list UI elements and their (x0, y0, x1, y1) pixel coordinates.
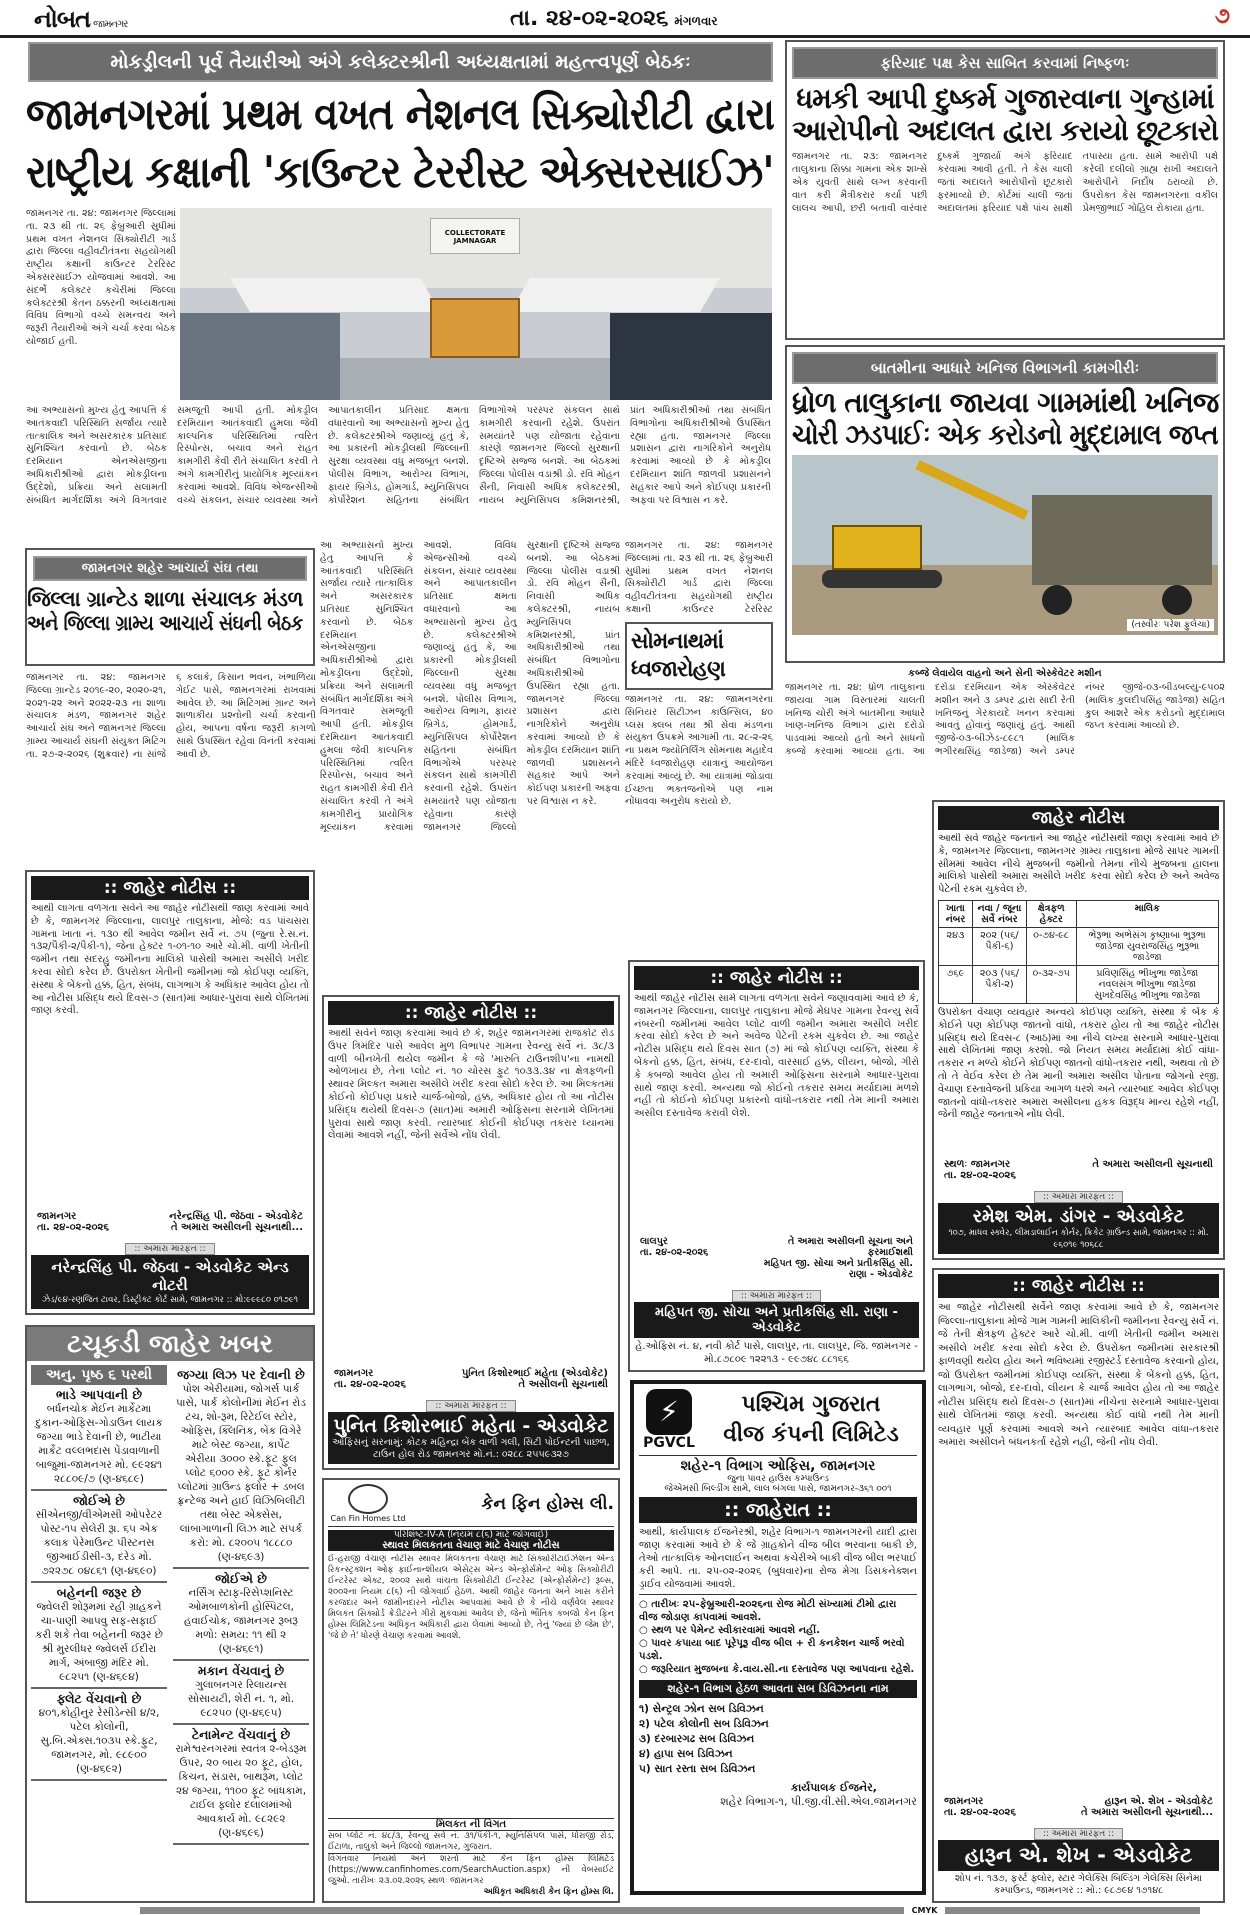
notice-middle-signature (328, 1365, 614, 1393)
sig-note: તે અસીલની સૂચનાથી (518, 1379, 608, 1390)
mining-story-box (785, 345, 1225, 663)
via-tag: :: અમારા મારફત :: (1034, 1191, 1123, 1203)
classified-item (173, 1365, 309, 1569)
advocate-address: શોપ નં. ૧૩૭, ફર્સ્ટ ફ્લોર, સ્ટાર ગેલેક્સિ બિલ્ડિંગ ગેલેક્સિ સિનેમા કમ્પાઉન્ડ, જામનગર :: મો.: ૯૮૭૯૪ ૧૭૧૪૮ (955, 1873, 1202, 1896)
advocate-banner (938, 1840, 1219, 1871)
advocate-banner (634, 1302, 919, 1338)
cell: ૦-૩૨-૭૫ (1026, 965, 1076, 1003)
classified-item (31, 1583, 167, 1689)
classified-head: જગ્યા લિઝ પર દેવાની છે (177, 1367, 305, 1382)
classified-item (173, 1569, 309, 1661)
main-story-intro: જામનગર તા. ૨૪: જામનગર જિલ્લામાં તા. ૨૩ થી તા. ૨૬ ફેબ્રુઆરી સુધીમાં પ્રથમ વખત નેશનલ સિક્યોરીટી ગાર્ડ દ્વારા જિલ્લા વહીવટીતંત્રના સહયોગથી રાષ્ટ્રીય કક્ષાની કાઉન્ટર ટેરરિસ્ટ એક્સરસાઈઝ યોજવામાં આવશે. આ સંદર્ભે કલેક્ટર કચેરીમાં જિલ્લા કલેક્ટરશ્રી કેતન ઠક્કરની અધ્યક્ષતામાં વિવિધ વિભાગો વચ્ચે સમન્વય અને જરૂરી તૈયારીઓ અંગે ચર્ચા કરવા બેઠક યોજાઈ હતી. (26, 208, 176, 347)
date: તા. ૨૪-૦૨-૨૦૨૬ (640, 1247, 709, 1258)
issue-date (510, 6, 718, 31)
via-tag: :: અમારા મારફત :: (732, 1290, 821, 1302)
classifieds (25, 1325, 315, 1903)
main-story-tail: જામનગર તા. ૨૪: જામનગર જિલ્લામાં તા. ૨૩ થી તા. ૨૬ ફેબ્રુઆરી સુધીમાં પ્રથમ વખત નેશનલ સિક્યોરીટી ગાર્ડ દ્વારા જિલ્લા વહીવટીતંત્રના સહયોગથી રાષ્ટ્રીય કક્ષાની કાઉન્ટર ટેરરિસ્ટ (625, 540, 773, 615)
pgvcl-title: :: જાહેરાત :: (639, 1497, 917, 1523)
mining-body: જામનગર તા. ૨૪: ધ્રોળ તાલુકાના જાયવા ગામ વિસ્તારમાં ચાલતી ખનિજ ચોરી અંગે બાતમીના આધારે ખાણ-ખનિજ વિભાગ દ્વારા દરોડો પાડવામાં આવ્યો હતો અને સાધનો કબ્જે કરવામાં આવ્યા હતા. આ દરોડા દરમિયાન એક એસ્કેવેટર મશીન અને ૩ ડમ્પર દ્વારા સાદી રેતી ખનિજનું ગેરકાયદે ખનન કરવામાં આવતું હોવાનું જણાયું હતું. આથી જીજે-૦૩-બીઝેડ-૮૯૮૧ (માલિક ભગીરથસિંહ જાડેજા) અને ડમ્પર નંબર જીજે-૦૩-બીડબલ્યુ-૯૫૦૨ (માલિક કુલદીપસિંહ જાડેજા) સહિત કુલ આશરે એક કરોડનો મુદ્દામાલ જપ્ત કરવામાં આવ્યો છે. (785, 682, 1225, 757)
bullet-text: તારીખઃ ૨૫-ફેબ્રુઆરી-૨૦૨૬ના રોજ મોટી સંખ્યામાં ટીમો દ્વારા વીજ જોડાણ કાપવામાં આવશે. (639, 1599, 897, 1623)
bullet-text: પાવર કપાયા બાદ પૂરેપૂરૂ વીજ બીલ + રી કનકેશન ચાર્જ ભરવો પડશે. (639, 1638, 905, 1662)
classified-head: ભાડે આપવાની છે (55, 1387, 143, 1402)
sig-note: તે અમારા અસીલની સૂચના અને ફરમાઈશથી (787, 1236, 913, 1258)
somnath-headline: સોમનાથમાં ધ્વજારોહણ (631, 629, 725, 682)
date-text: તા. ૨૪-૦૨-૨૦૨૬ (510, 6, 669, 31)
meeting-photo (180, 208, 772, 400)
main-story-continued: આ અભ્યાસનો મુખ્ય હેતુ આપત્તિ કે આતંકવાદી પરિસ્થિતિ સર્જાય ત્યારે તાત્કાલિક અને અસરકારક પ્રતિસાદ સુનિશ્ચિત કરવાનો છે. બેઠક દરમિયાન એનએસજીના અધિકારીશ્રીઓ દ્વારા મોકડ્રીલના ઉદ્દેશો, પ્રક્રિયા અને સલામતી સંબંધિત માર્ગદર્શિકા અંગે વિગતવાર સમજૂતી આપી હતી. મોકડ્રીલ દરમિયાન આતંકવાદી હુમલા જેવી કાલ્પનિક પરિસ્થિતિમાં ત્વરિત રિસ્પોન્સ, બચાવ અને રાહત કામગીરી કેવી રીતે સંચાલિત કરવી તે અંગે કામગીરીનું પ્રાયોગિક મૂલ્યાંકન કરવામાં આવશે. વિવિધ એજન્સીઓ વચ્ચે સંકલન, સંચાર વ્યવસ્થા અને આપાતકાલીન પ્રતિસાદ ક્ષમતા વધારવાનો આ અભ્યાસનો મુખ્ય હેતુ છે. કલેક્ટરશ્રીએ જણાવ્યું હતું કે, આ પ્રકારની મોકડ્રીલથી જિલ્લાની સુરક્ષા વ્યવસ્થા વધુ મજબૂત બનશે. પોલીસ વિભાગ, આરોગ્ય વિભાગ, ફાયર બ્રિગેડ, હોમગાર્ડ, મ્યુનિસિપલ કોર્પોરેશન સહિતના સંબંધિત વિભાગોએ પરસ્પર સંકલન સાથે કામગીરી કરવાની રહેશે. ઉપરાંત સમયાંતરે પણ યોજાતા રહેવાના કારણે જામનગર જિલ્લો સુરક્ષાની દૃષ્ટિએ સજ્જ બનશે. આ બેઠકમાં જિલ્લા પોલીસ વડાશ્રી ડો. રવિ મોહન સૈની, નિવાસી અધિક કલેક્ટરશ્રી, નાયબ મ્યુનિસિપલ કમિશનરશ્રી, પ્રાંત અધિકારીશ્રીઓ તથા સંબંધિત વિભાગોના અધિકારીશ્રીઓ ઉપસ્થિત રહ્યા હતા. જામનગર જિલ્લા પ્રશાસન દ્વારા નાગરિકોને અનુરોધ કરવામાં આવ્યો છે કે મોકડ્રીલ દરમિયાન શાંતિ જાળવી પ્રશાસનને સહકાર આપે અને કોઈપણ પ્રકારની અફવા પર વિશ્વાસ ન કરે. (320, 540, 620, 833)
subdivision-item: ૫) સાત રસ્તા સબ ડિવિઝન (639, 1763, 756, 1775)
main-story-headline-1: જામનગરમાં પ્રથમ વખત નેશનલ સિક્યોરીટી દ્વારા (26, 89, 775, 140)
classified-item (31, 1689, 167, 1781)
classified-head: જોઈએ છે (215, 1571, 267, 1586)
masthead (0, 0, 1250, 38)
canfin-body: ઈ-હરાજી વેચાણ નોટીસ સ્થાવર મિલકતના વેચાણ માટે સિક્યોરીટાઈઝેશન એન્ડ રિકન્સ્ટ્રક્શન ઓફ ફાઈનાન્શીયલ એસેટ્સ એન્ડ એન્ફોર્સમેન્ટ ઓફ સિક્યોરીટી ઈન્ટરેસ્ટ એક્ટ, ૨૦૦૨ સાથે વાંચતા સિક્યોરીટી ઈન્ટરેસ્ટ (એન્ફોર્સમેન્ટ) રૂલ્સ, ૨૦૦૨ના નિયમ ૮(૬) ની જોગવાઈ હેઠળ. આથી જાહેર જનતા અને ખાસ કરીને કરજદાર અને જામીનદારને નોટીસ આપવામાં આવે છે કે નીચે વર્ણવેલ સ્થાવર મિલકત સિક્યોર્ડ ક્રેડીટરને ગીરો મુકવામાં આવેલ છે, જેનો ભૌતિક કબજો કેન ફિન હોમ્સ લિમિટેડના અધિકૃત અધિકારી દ્વારા લેવામાં આવ્યો છે, તેનું 'જ્યાં છે જેમ છે', 'જે છે તે' ધોરણે વેચાણ કરવામાં આવશે. (328, 1554, 614, 1641)
canfin-footer: વિગતવાર નિયમો અને શરતો માટે કેન ફિન હોમ્સ લિમિટેડ (https://www.canfinhomes.com/SearchAuction.aspx) ની વેબસાઈટ જુઓ. તારીખઃ ૨૩.૦૨.૨૦૨૬ સ્થળઃ જામનગર (328, 1854, 614, 1886)
notice-left (25, 870, 315, 1315)
subdivision-item: ૪) હાપા સબ ડિવિઝન (639, 1748, 733, 1760)
place: સ્થળઃ જામનગર (944, 1159, 1011, 1170)
notice-middle-body: આથી સર્વેને જાણ કરવામાં આવે છે કે, શહેર જામનગરમાં રાજકોટ રોડ ઉપર ત્રિમંદિર પાસે આવેલ મુળ વિભાપર ગામના રેવન્યુ સર્વે નં. ૩૮/૩ વાળી બીનખેતી થયેલ જમીન કે જે 'મારુતિ ટાઉનશીપ'ના નામથી ઓળખાય છે, તેના પ્લોટ નં. ૧૦ ચોરસ ફુટ ૧૦૩૩.૩૪ ના ક્ષેત્રફળની સ્થાવર મિલ્કત અમારા અસીલે ખરીદ કરવા સોદો કરેલ છે. આ મિલ્કતમાં કોઈનો કોઈપણ પ્રકારે ચાર્જ-બોજો, હક્ક, અધિકાર હોય તો આ નોટીસ પ્રસિદ્ધ થયેથી દિવસ-૭ (સાત)માં અમારી ઓફિસના સરનામે લેખિતમાં પુરાવા સાથે જાણ કરવી. ત્યારબાદ કોઈની કોઈપણ તકરાર ધ્યાનમાં લેવામાં આવશે નહીં, જેની સર્વેએ નોંધ લેવી. (328, 1028, 614, 1142)
notice-left-signature (31, 1208, 309, 1236)
date: તા. ૨૪-૦૨-૨૦૨૬ (334, 1379, 406, 1390)
notice-mid-right-title: :: જાહેર નોટીસ :: (634, 966, 919, 990)
main-story-body: આ અભ્યાસનો મુખ્ય હેતુ આપત્તિ કે આતંકવાદી પરિસ્થિતિ સર્જાય ત્યારે તાત્કાલિક અને અસરકારક પ્રતિસાદ સુનિશ્ચિત કરવાનો છે. બેઠક દરમિયાન એનએસજીના અધિકારીશ્રીઓ દ્વારા મોકડ્રીલના ઉદ્દેશો, પ્રક્રિયા અને સલામતી સંબંધિત માર્ગદર્શિકા અંગે વિગતવાર સમજૂતી આપી હતી. મોકડ્રીલ દરમિયાન આતંકવાદી હુમલા જેવી કાલ્પનિક પરિસ્થિતિમાં ત્વરિત રિસ્પોન્સ, બચાવ અને રાહત કામગીરી કેવી રીતે સંચાલિત કરવી તે અંગે કામગીરીનું પ્રાયોગિક મૂલ્યાંકન કરવામાં આવશે. વિવિધ એજન્સીઓ વચ્ચે સંકલન, સંચાર વ્યવસ્થા અને આપાતકાલીન પ્રતિસાદ ક્ષમતા વધારવાનો આ અભ્યાસનો મુખ્ય હેતુ છે. કલેક્ટરશ્રીએ જણાવ્યું હતું કે, આ પ્રકારની મોકડ્રીલથી જિલ્લાની સુરક્ષા વ્યવસ્થા વધુ મજબૂત બનશે. પોલીસ વિભાગ, આરોગ્ય વિભાગ, ફાયર બ્રિગેડ, હોમગાર્ડ, મ્યુનિસિપલ કોર્પોરેશન સહિતના સંબંધિત વિભાગોએ પરસ્પર સંકલન સાથે કામગીરી કરવાની રહેશે. ઉપરાંત સમયાંતરે પણ યોજાતા રહેવાના કારણે જામનગર જિલ્લો સુરક્ષાની દૃષ્ટિએ સજ્જ બનશે. આ બેઠકમાં જિલ્લા પોલીસ વડાશ્રી ડો. રવિ મોહન સૈની, નિવાસી અધિક કલેક્ટરશ્રી, નાયબ મ્યુનિસિપલ કમિશનરશ્રી, પ્રાંત અધિકારીશ્રીઓ તથા સંબંધિત વિભાગોના અધિકારીશ્રીઓ ઉપસ્થિત રહ્યા હતા. જામનગર જિલ્લા પ્રશાસન દ્વારા નાગરિકોને અનુરોધ કરવામાં આવ્યો છે કે મોકડ્રીલ દરમિયાન શાંતિ જાળવી પ્રશાસનને સહકાર આપે અને કોઈપણ પ્રકારની અફવા પર વિશ્વાસ ન કરે. (26, 405, 771, 506)
pgvcl-subdivision-title: શહેર-૧ વિભાગ હેઠળ આવતા સબ ડિવિઝનના નામ (639, 1680, 917, 1698)
advocate-address: ઓફિસનું સરનામું: કોટક મહિન્દ્રા બેંક વાળી ગલી, સિટી પોઈન્ટની પાછળ, ટાઉન હોલ રોડ જામનગર મો.નં.: ૦૨૮૮ ૨૫૫૯૩૨૭ (332, 1437, 610, 1460)
table-row (939, 965, 1219, 1003)
notice-right-2-body: આ જાહેર નોટીસથી સર્વેને જાણ કરવામાં આવે છે કે, જામનગર જિલ્લા-તાલુકાના મોજે ગામ ગામની માલિકીની જમીનના રેવન્યુ સર્વે નં. જે તેની ક્ષેત્રફળ હેક્ટર આરે ચો.મી. વાળી ખેતીની જમીન અમારા અસીલે ખરીદ કરવા સોદો કરેલ છે. ઉપરોક્ત જમીનમાં સરકારશ્રી ફાળવણી થયેલ હોય અને ભવિષ્યમાં રજીસ્ટર્ડ દસ્તાવેજ કરવાનો હોય, જો ઉપરોક્ત જમીનમાં કોઈપણ વ્યક્તિ, સંસ્થા કે બેંકનો હક્ક, હિત, લાગભાગ, બોજો, દર-દાવો, લીયન કે ચાર્જ આવેલ હોય તો આ જાહેર નોટીસ પ્રસિદ્ધ થયે દિવસ-૭ (સાત)માં નીચેના સરનામે આધાર-પુરાવા સાથે લેખિતમાં જાણ કરવી. અન્યથા કોઈ વાંધો નથી તેમ માની વ્યવહાર પૂર્ણ કરવામાં આવશે અને ત્યારબાદ આવેલ વાંધા-તકરાર અમારા અસીલને બંધનકર્તા રહેશે નહીં, જેની નોંધ લેવી. (938, 1302, 1219, 1448)
pgvcl-bullet: ○ તારીખઃ ૨૫-ફેબ્રુઆરી-૨૦૨૬ના રોજ મોટી સંખ્યામાં ટીમો દ્વારા વીજ જોડાણ કાપવામાં આવશે. (639, 1599, 897, 1623)
classified-item (173, 1661, 309, 1725)
company-name-2: વીજ કંપની લિમિટેડ (723, 1422, 899, 1447)
court-kicker: ફરિયાદ પક્ષ કેસ સાબિત કરવામાં નિષ્ફળઃ (792, 47, 1218, 79)
acharya-body: જામનગર તા. ૨૪: જામનગર જિલ્લા ગ્રાન્ટેડ ૨૦૧૯-૨૦, ૨૦૨૦-૨૧, ૨૦૨૧-૨૨ અને ૨૦૨૨-૨૩ ના શાળા સંચાલક મંડળ, જામનગર શહેર આચાર્ય સંઘ અને જામનગર જિલ્લા ગ્રામ્ય આચાર્ય સંઘની સંયુક્ત મિટિંગ તા. ૨૭-૨-૨૦૨૬ (શુક્રવાર) ના સાંજે ૬ કલાકે, કિસાન ભવન, ખંભાળિયા ગેઈટ પાસે, જામનગરમાં રાખવામાં આવેલ છે. આ મિટિંગમાં ગ્રાન્ટ અને શાળાકીય પ્રશ્નોની ચર્ચા કરવાની હોય, આપના વર્ષના જરૂરી કાગળો સાથે ઉપસ્થિત રહેવા વિનંતી કરવામાં આવી છે. (26, 672, 316, 760)
place: લાલપુર (640, 1236, 668, 1247)
canfin-company: કેન ફિન હોમ્સ લી. (481, 1493, 614, 1514)
somnath-story-box (625, 622, 773, 690)
advocate-address: હે.ઓફિસ નં. ૪, નવી કોર્ટ પાસે, લાલપુર, તા. લાલપુર, જિ. જામનગર - મો.૮૭૮૦૯ ૧૨૨૧૩ - ૯૯૭૪૮ ૮૮૧૬૬ (635, 1341, 918, 1365)
pgvcl-sign-title: કાર્યપાલક ઈજનેર, (790, 1781, 877, 1794)
signer: હારૂન એ. શેખ - એડવોકેટ (1104, 1796, 1213, 1807)
advocate-name: રમેશ એમ. ડાંગર - એડવોકેટ (972, 1206, 1185, 1227)
advocate-name: પુનિત કિશોરભાઈ મહેતા - એડવોકેટ (333, 1415, 609, 1437)
classified-text: નર્સિંગ સ્ટાફ-રિસેપ્શનિસ્ટ ઓમબાળકોની હોસ્પિટલ, હવાઈચોક, જામનગર રૂબરૂ મળો: સમય: ૧૧ થી ૨ (ણ-૪૬૯૧) (183, 1587, 299, 1655)
classified-text: પોશ એરીયામાં, જોગર્સ પાર્ક પાસે, પાર્ક કોલોનીમાં મેઈન રોડ ટચ, શો-રૂમ, રિટેઈલ સ્ટોર, ઓફિસ, ક્લિનિક, બેંક વિગેરે માટે બેસ્ટ જગ્યા, કાર્પેટ એરીયા ૩૦૦૦ સ્કે.ફૂટ ફુલ પ્લોટ ૬૦૦૦ સ્કે. ફૂટ કોર્નર પ્લોટમાં ગ્રાઉન્ડ ફ્લોર + ડબલ ફ્રન્ટેજ અને હાઈ વિઝિબિલીટી તથા બેસ્ટ એક્સેસ, લાંબાગાળાની લિઝ માટે સંપર્ક કરો: મો. ૮૨૦૦૫ ૧૮૮૮૦ (ણ-૪૬૯૩) (176, 1383, 306, 1563)
place: જામનગર (37, 1211, 77, 1222)
notice-right-2 (932, 1268, 1225, 1903)
col-header: ક્ષેત્રફળ હેક્ટર (1026, 900, 1076, 927)
edition-label: જામનગર (93, 19, 128, 30)
table-row (939, 927, 1219, 965)
court-body: જામનગર તા. ૨૩: જામનગર તાલુકાના સિક્કા ગામના એક શખ્સે એક યુવતી સાથે લગ્ન કરવાની વાત કરી મૈત્રીકરાર કર્યા પછી લાલચ આપી, છરી બતાવી વારંવાર દુષ્કર્મ ગુજાર્યા અંગે ફરિયાદ કરવામાં આવી હતી. તે કેસ ચાલી જતાં અદાલતે આરોપીનો છૂટકારો ફરમાવ્યો છે. કોર્ટમાં ચાલી જતાં અદાલતમાં ફરિયાદ પક્ષે પાંચ સાક્ષી તપાસ્યા હતા. સામે આરોપી પક્ષે કરેલી દલીલો ગ્રાહ્ય રાખી અદાલતે આરોપીને નિર્દોષ ઠરાવ્યો છે. ઉપરોક્ત કેસ જામનગરના વકીલ પ્રેમજીભાઈ ગોહિલ રોકાયા હતા. (792, 151, 1218, 214)
somnath-story (625, 622, 773, 952)
mining-headline-2: ચોરી ઝડપાઈઃ એક કરોડનો મુદ્દામાલ જપ્ત (792, 418, 1218, 452)
date: તા. ૨૪-૦૨-૨૦૨૬ (37, 1222, 109, 1233)
acharya-story-box (25, 548, 315, 666)
advocate-name: મહિપત જી. સોચા અને પ્રતીકસિંહ સી. રાણા - એડવોકેટ (655, 1305, 898, 1335)
newspaper-logo (34, 4, 127, 33)
continued-label: અનુ. પૃષ્ઠ ૬ પરથી (31, 1365, 167, 1385)
mining-headline-1: ધ્રોળ તાલુકાના જાયવા ગામમાંથી ખનિજ (792, 386, 1219, 419)
canfin-sign: અધિકૃત અધિકારી કેન ફિન હોમ્સ લિ. (483, 1887, 614, 1897)
advocate-name: હારૂન એ. શેખ - એડવોકેટ (964, 1843, 1193, 1867)
pgvcl-address-2: જેએમસી બિલ્ડીંગ સામે, લાલ બંગલા પાસે, જામનગર-૩૬૧ ૦૦૧ (664, 1484, 892, 1494)
classifieds-col-2 (173, 1365, 309, 1845)
mining-kicker: બાતમીના આધારે ખનિજ વિભાગની કામગીરીઃ (792, 352, 1218, 384)
classified-head: મકાન વેંચવાનું છે (197, 1663, 285, 1678)
sig-note: તે અમારા અસીલની સૂચનાથી... (1080, 1807, 1213, 1818)
place: જામનગર (944, 1796, 984, 1807)
classified-head: ટેનામેન્ટ વેંચવાનું છે (191, 1727, 291, 1742)
subdivision-item: ૨) પટેલ કોલોની સબ ડિવિઝન (639, 1718, 769, 1730)
via-tag: :: અમારા મારફત :: (426, 1400, 515, 1412)
pgvcl-bullets (639, 1598, 917, 1676)
pgvcl-office: શહેર-૧ વિભાગ ઓફિસ, જામનગર (639, 1455, 917, 1474)
photo-caption: (તસ્વીરઃ પરેશ ફુલેચા) (1127, 619, 1214, 631)
classifieds-col-1 (31, 1365, 167, 1845)
signer: પુનિત કિશોરભાઈ મહેતા (એડવોકેટ) (461, 1368, 608, 1379)
pgvcl-bullet: ○ પાવર કપાયા બાદ પૂરેપૂરૂ વીજ બીલ + રી કનકેશન ચાર્જ ભરવો પડશે. (639, 1638, 905, 1662)
main-story-headline-2: રાષ્ટ્રીય કક્ષાની 'કાઉન્ટર ટેરરીસ્ટ એક્સરસાઈઝ' (26, 147, 774, 198)
cell: ૦-૭૪-૯૮ (1026, 927, 1076, 965)
notice-mid-right (628, 960, 925, 1372)
pgvcl-logo (639, 1389, 699, 1451)
subdivision-item: ૩) દરબારગઢ સબ ડિવિઝન (639, 1733, 755, 1745)
sig-note: તે અમારા અસીલની સૂચનાથી (1092, 1159, 1213, 1170)
acharya-headline-2: અને જિલ્લા ગ્રામ્ય આચાર્ય સંઘની બેઠક (27, 611, 303, 636)
notice-right-1-signature (938, 1156, 1219, 1184)
pgvcl-address-1: જુના પાવર હાઉસ કમ્પાઉન્ડ (727, 1474, 829, 1484)
classified-text: જ્વેલરી શોરૂમમાં રહી ગ્રાહકને ચા-પાણી આપવુ સફ-સફાઈ કરી શકે તેવા બહેનની જરૂર છે શ્રી મુરલીધર જ્વેલર્સ ઈદીરા માર્ગ, અંબાજી મંદિર મો. ૯૮૨૫૧ (ણ-૪૬૯૪) (35, 1601, 163, 1683)
advocate-address: ઝેડ/૯૪-રણજિત ટાવર, ડિસ્ટ્રીક્ટ કોર્ટ સામે, જામનગર :: મો:૯૯૯૮૦ ૦૧૭૯૧ (41, 1295, 299, 1305)
court-headline-2: આરોપીનો અદાલત દ્વારા કરાયો છૂટકારો (792, 114, 1218, 148)
advocate-name: નરેન્દ્રસિંહ પી. જેઠવા - એડવોકેટ એન્ડ નોટરી (51, 1258, 289, 1294)
acharya-headline-1: જિલ્લા ગ્રાન્ટેડ શાળા સંચાલક મંડળ (27, 587, 303, 611)
classified-item (31, 1491, 167, 1583)
via-tag: :: અમારા મારફત :: (1034, 1828, 1123, 1840)
logo-text: નોબત (34, 4, 91, 33)
canfin-property-body: સબ પ્લોટ નં. ૪૮/૩, રેવન્યુ સર્વે નં. ૩૧/પૈકી-૧, મ્યુનિસિપલ પાસે, ધોરાજી રોડ, ઈંટાળા, તાલુકો અને જિલ્લો જામનગર, ગુજરાત. (328, 1831, 614, 1852)
notice-middle-title: :: જાહેર નોટીસ :: (328, 1001, 614, 1025)
somnath-body: જામનગર તા. ૨૪: જામનગરના સિનિયર સિટીઝન કાઉન્સિલ, ૪૦ પ્લસ ક્લબ તથા શ્રી સેવા મંડળના સંયુક્ત ઉપક્રમે આગામી તા. ૨૮-૨-૨૬ ના પ્રથમ જ્યોતિર્લિંગ સોમનાથ મહાદેવ મંદિરે ધ્વજારોહણ યાત્રાનું આયોજન કરવામાં આવ્યું છે. આ યાત્રામાં જોડાવા ઈચ્છતા ભક્તજનોએ પણ નામ નોંધાવવા અનુરોધ કરાયો છે. (625, 694, 773, 808)
pgvcl-subdivisions (639, 1702, 917, 1777)
advocate-banner (938, 1203, 1219, 1254)
notice-left-title: :: જાહેર નોટીસ :: (31, 876, 309, 900)
footer-rule (140, 1907, 904, 1914)
cmyk-label: CMYK (911, 1906, 938, 1915)
notice-right-1-body: ઉપરોક્ત વેંચાણ વ્યવહાર અન્વયે કોઈપણ વ્યક્તિ, સંસ્થા કે બેંક કે કોઈને પણ કોઈપણ જાતનો વાંધો, તકરાર હોય તો આ જાહેર નોટીસ પ્રસિદ્ધ થયે દિવસ-૮ (આઠ)માં આ નીચે લખ્યા સરનામે આધાર-પુરાવા સાથે લેખિતમાં જાણ કરશો. જો નિયત સમય મર્યાદામાં કોઈ વાંધા-તકરાર ન મળ્યે કોઈને કોઈપણ જાતનો વાંધો-તકરાર નથી, અથવા તો છે તો તે વેઈવ કરેલ છે તેમ માની અમારા અસીલ પોતાના જોગનો રજી. વેંચાણ દસ્તાવેજની પ્રકિયા આગળ ધરશે અને ત્યારબાદ આવેલ કોઈપણ જાતનો વાંધો-તકરાર અમારા અસીલના હકક વિરૂદ્ધ માન્ય રહેશે નહીં, જેની જાહેર જનતાએ નોંધ લેવી. (938, 1006, 1219, 1121)
page-number: ૭ (1214, 4, 1230, 29)
table-header (939, 900, 1219, 927)
notice-right-2-title: :: જાહેર નોટીસ :: (938, 1274, 1219, 1298)
col-header: ખાતા નંબર (939, 900, 973, 927)
bullet-text: સ્થળ પર પેમેન્ટ સ્વીકારવામાં આવશે નહીં. (651, 1625, 820, 1636)
notice-right-2-signature (938, 1793, 1219, 1821)
cell: ૨૦૨ (૫૬/પૈકી-૬) (973, 927, 1027, 965)
bullet-text: જરૂરિયાત મુજબના કે.વાય.સી.ના દસ્તાવેજ પણ આપવાના રહેશે. (651, 1664, 915, 1675)
main-story-kicker: મોકડ્રીલની પૂર્વ તૈયારીઓ અંગે કલેક્ટરશ્રીની અધ્યક્ષતામાં મહત્ત્વપૂર્ણ બેઠકઃ (28, 42, 773, 82)
date: તા. ૨૪-૦૨-૨૦૨૬ (944, 1170, 1016, 1181)
cell: ભેરૂભા અભેસંગ કૃષ્ણાબા ભુરૂભા જાડેજા યુવરાજસિંહ ભુરૂભા જાડેજા (1076, 927, 1218, 965)
signer: નરેન્દ્રસિંહ પી. જેઠવા - એડવોકેટ (169, 1211, 303, 1222)
court-headline-1: ધમકી આપી દુષ્કર્મ ગુજારવાના ગુન્હામાં (796, 82, 1214, 115)
advocate-banner (328, 1412, 614, 1464)
advocate-address: ૧૦૭, માધવ સ્ક્વેર, લીમડાલાઈન કોર્નર, ક્રિકેટ ગ્રાઉન્ડ સામે, જામનગર :: મો. ૯૬૦૧૯ ૧૦૬૮૮ (948, 1228, 1209, 1250)
advocate-banner (31, 1255, 309, 1309)
notice-right-1-intro: આથી સર્વે જાહેર જનતાને આ જાહેર નોટીસથી જાણ કરવામાં આવે છે કે, જામનગર જિલ્લાના, જામનગર ગ્રામ્ય તાલુકાના મોજે સાપર ગામની સીમમાં આવેલ નીચે મુજબની જમીનો તેમના નીચે મુજબના હાલના માલિકો પાસેથી અમારા અસીલે ખરીદ કરવા સોદો કરેલ છે અને અવેજ પેટેની રકમ ચુકવેલ છે. (938, 833, 1219, 896)
classified-text: ગુલાબનગર રિલાયન્સ સોસાયટી, શેરી નં. ૧, મો. ૯૮૨૫૦ (ણ-૪૬૯૫) (187, 1679, 295, 1719)
pgvcl-body: આથી, કાર્યપાલક ઈજનેરશ્રી, શહેર વિભાગ-૧ જામનગરની યાદી દ્વારા જાણ કરવામાં આવે છે કે જે ગ્રાહકોને વીજ બીલ ભરવાના બાકી છે, તેઓ તાત્કાલિક ઓનલાઈન અથવા કચેરીએ બાકી વીજ બીલ ભરપાઈ કરી આપે. તા. ૨૫-૦૨-૨૦૨૬ (બુધવાર)ના રોજ મેગા ડિસકનેક્શન ડ્રાઈવ યોજવામાં આવશે. (639, 1526, 917, 1595)
cell: ૨૪૩ (939, 927, 973, 965)
notice-left-body: આથી લાગતા વળગતા સર્વેને આ જાહેર નોટીસથી જાણ કરવામાં આવે છે કે, જામનગર જિલ્લાના, લાલપુર તાલુકાના, મોજે: વડ પાંચસરા ગામના ખાતા નં. ૧૩૦ થી આવેલ જમીન સર્વે નં. ૭૫ (જુના રે.સ.નં. ૧૩૨/પૈકી-૨/પૈકી-૧), જેના હેક્ટર ૧-૦૧-૧૦ આરે ચો.મી. વાળી ખેતીની જમીન તથા સદરહુ જમીનના માલિકો પાસેથી અમારા અસીલે ખરીદ કરવા સોદો કરેલ છે. ઉપરોક્ત ખેતીની જમીનમાં જો કોઈપણ વ્યક્તિ, સંસ્થા કે બેંકનો હક્ક, હિત, સંબંધ, લાગભાગ કે અધિકાર આવેલ હોય તો આ નોટીસ પ્રસિદ્ધ થયે દિવસ-૭ (સાત)માં આધાર-પુરાવા સાથે લેખિતમાં જાણ કરવી. (31, 903, 309, 1017)
cell: ૭૬૯ (939, 965, 973, 1003)
classified-head: જોઈએ છે (73, 1493, 125, 1508)
classifieds-title: ટચૂકડી જાહેર ખબર (27, 1327, 313, 1361)
classified-head: ફ્લેટ વેંચવાનો છે (56, 1691, 142, 1706)
classified-text: રામેશ્વરનગરમાં સ્વતંત્ર ૨-બેડરૂમ ઉપર, ૨૦ બાય ૨૦ ફૂટ, હોલ, કિચન, સંડાસ, બાથરૂમ, પ્લોટ ૨૪ જગ્યા, ૧૧૦૦ ફૂટ બાંધકામ, ટાઈલ ફ્લોર દલાલમાંઓ આવકાર્ય મો. ૯૮૨૯૨ (ણ-૪૬૯૬) (175, 1743, 307, 1839)
classified-text: બર્ધનચોક મેઈન માર્કેટમા દુકાન-ઓફિસ-ગોડાઉન લાયક જગ્યા ભાડે દેવાની છે, ભાટીયા માર્કેટ વલ્લભદાસ પેંડાવાળાની બાજુમાં-જામનગર મો. ૯૯૨૪૧ ૨૮૮૦૯/૭ (ણ-૪૬૮૯) (35, 1403, 163, 1485)
pgvcl-ad (630, 1380, 926, 1895)
subdivision-item: ૧) સેન્ટ્રલ ઝોન સબ ડિવિઝન (639, 1703, 764, 1715)
pgvcl-bullet: ○ સ્થળ પર પેમેન્ટ સ્વીકારવામાં આવશે નહીં. (639, 1625, 820, 1636)
day-text: મંગળવાર (674, 14, 718, 28)
signer: મહિપત જી. સોચા અને પ્રતીકસિંહ સી. રાણા - એડવોકેટ (763, 1258, 913, 1280)
mining-subhead: કબ્જે લેવાયેલ વાહનો અને સેની એસ્કેવેટર મશીન (908, 668, 1102, 679)
col-header: માલિક (1076, 900, 1218, 927)
cell: પ્રવિણસિંહ ભીખુભા જાડેજા નવલસંગ ભીખુભા જાડેજા સુખદેવસિંહ ભીખુભા જાડેજા (1076, 965, 1218, 1003)
canfin-property-title: મિલકત ની વિગત (328, 1818, 614, 1831)
classified-item (31, 1385, 167, 1491)
land-table (938, 900, 1219, 1004)
classified-text: ૪૦૧,કોહીનુર રેસીડેન્સી ૪/૨, પટેલ કોલોની, સુ.બિ.એક્સ.૧૦૩૫ સ્કે.ફુટ, જામનગર, મો. ૯૮૯૦૦ (ણ-૪૬૯૨) (38, 1707, 160, 1775)
date: તા. ૨૪-૦૨-૨૦૨૬ (944, 1807, 1016, 1818)
col-header: નવા / જૂના સર્વે નંબર (973, 900, 1027, 927)
footer-rule (945, 1907, 1200, 1914)
classified-item (173, 1725, 309, 1845)
notice-mid-right-body: આથી જાહેર નોટીસ સામે લાગતા વળગતા સર્વેને જણાવવામાં આવે છે કે, જામનગર જિલ્લાના, લાલપુર તાલુકાના મોજે મેઘપર ગામના રેવન્યુ સર્વે નંબરની જમીનમાં આવેલ પ્લોટ વાળી જમીન અમારા અસીલે ખરીદ કરવા સોદો કરેલ છે અને અવેજ પેટેની રકમ ચુકવેલ છે. આ જાહેર નોટીસ પ્રસિદ્ધ થયે દિવસ સાત (૭) માં જો કોઈપણ વ્યક્તિ, સંસ્થા કે બેંકનો હક્ક, હિત, સંબંધ, દર-દાવો, વારસાઈ હક્ક, લીયન, બોજો, ગીરો કે કબજો આવેલ હોય તો અમારી ઓફિસના સરનામે આધાર-પુરાવા સાથે જાણ કરવી. અન્યથા જો કોઈનો તકરાર સમય મર્યાદામાં મળશે નહીં તો કોઈનો કોઈપણ પ્રકારનો વાંધો-તકરાર નથી તેમ માની અમારા અસીલ દસ્તાવેજ કરાવી લેશે. (634, 993, 919, 1120)
pgvcl-sign-office: શહેર વિભાગ-૧, પી.જી.વી.સી.એલ.જામનગર (720, 1795, 917, 1808)
notice-middle (322, 995, 620, 1470)
notice-right-1 (932, 800, 1225, 1260)
classified-head: બહેનની જરૂર છે (56, 1585, 142, 1600)
canfin-logo-text: Can Fin Homes Ltd (330, 1514, 406, 1523)
collectorate-sign: COLLECTORATE JAMNAGAR (430, 218, 520, 254)
place: જામનગર (334, 1368, 374, 1379)
acharya-kicker: જામનગર શહેર આચાર્ય સંઘ તથા (33, 556, 307, 581)
notice-right-1-title: જાહેર નોટીસ (938, 806, 1219, 830)
canfin-logo (328, 1484, 408, 1523)
cell: ૨૦૩ (૫૬/પૈકી-૨) (973, 965, 1027, 1003)
notice-mid-right-signature (634, 1233, 919, 1283)
court-story-box (785, 40, 1225, 340)
canfin-ad (322, 1478, 620, 1903)
company-name-1: પશ્ચિમ ગુજરાત (741, 1392, 881, 1417)
via-tag: :: અમારા મારફત :: (125, 1243, 214, 1255)
canfin-subtitle: પરિશિષ્ટ-IV-A (નિયમ ૮(૬) માટે જોગવાઈ) (328, 1530, 614, 1540)
sig-note: તે અમારા અસીલની સૂચનાથી... (170, 1222, 303, 1233)
classified-text: સીએનજી/વીએમસી ઓપરેટર પોસ્ટ-૧૫ સેલેરી રૂા. ૬૫ એક કલાક પેરેમાઉન્ટ પીસ્ટનસ જીઆઈડીસી-૩, દરેડ મો. ૭૨૨૭૮ ૦૪૮૬૧ (ણ-૪૬૯૦) (35, 1509, 163, 1577)
lightning-icon: ⚡ (646, 1389, 692, 1435)
excavator-photo (792, 455, 1218, 635)
pgvcl-logo-text: PGVCL (643, 1435, 695, 1451)
canfin-heading: સ્થાવર મિલકતના વેચાણ માટે વેચાણ નોટીસ (328, 1540, 614, 1551)
pgvcl-bullet: ○ જરૂરિયાત મુજબના કે.વાય.સી.ના દસ્તાવેજ પણ આપવાના રહેશે. (639, 1664, 915, 1675)
